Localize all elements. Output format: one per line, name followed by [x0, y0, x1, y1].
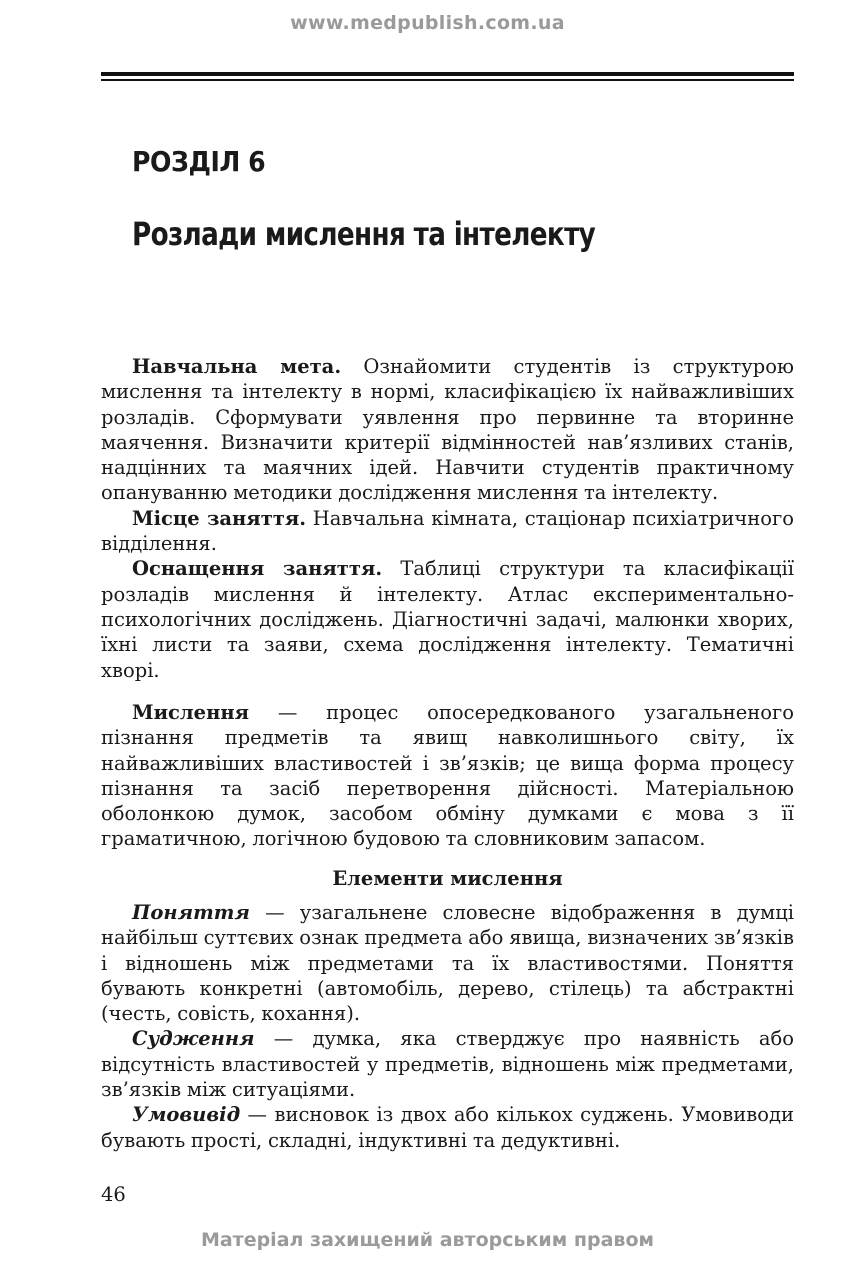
judgment-text: — думка, яка стверджує про наявність або відсутність властивостей у предметів, відношень між предметами, зв’язків між ситуаціями. [101, 1027, 794, 1102]
inference-paragraph [101, 1102, 794, 1153]
place-text: Навчальна кімната, стаціонар психіатричного відділення. [101, 506, 794, 556]
section-heading: Елементи мислення [332, 867, 563, 890]
goal-paragraph [101, 354, 794, 506]
concept-text: — узагальнене словесне відображення в думці найбільш суттєвих ознак предмета або явища, визначених зв’язків і відношень між предметами та їх властивостями. Поняття бувають конкретні (автомобіль, дерево, стілець) та абстрактні (честь, совість, кохання). [101, 901, 794, 1026]
definition-paragraph [101, 700, 794, 852]
judgment-term: Судження [132, 1027, 255, 1051]
chapter-title: Розлади мислення та інтелекту [132, 215, 596, 253]
definition-term: Мислення [132, 701, 250, 724]
site-url: www.medpublish.com.ua [290, 12, 565, 34]
chapter-label: РОЗДІЛ 6 [132, 145, 266, 178]
goal-label: Навчальна мета. [132, 355, 342, 378]
concept-paragraph [101, 900, 794, 1026]
inference-term: Умовивід [132, 1103, 241, 1127]
copyright-notice: Матеріал захищений авторським правом [200, 1229, 655, 1251]
place-label: Місце заняття. [132, 506, 307, 530]
header-rule-thin [101, 79, 794, 81]
concept-term: Поняття [132, 901, 250, 924]
equipment-label: Оснащення заняття. [132, 557, 383, 581]
definition-text: — процес опосередкованого узагальненого пізнання предметів та явищ навколишнього світу, їх найважливіших властивостей і зв’язків; це вища форма процесу пізнання та засіб перетворення дійсності. Матеріальною оболонкою думок, засобом обміну думками є мова з її граматичною, логічною будовою та словниковим запасом. [101, 701, 794, 851]
definition-section [101, 700, 794, 852]
inference-text: — висновок із двох або кількох суджень. Умовиводи бувають прості, складні, індуктивні та дедуктивні. [101, 1103, 794, 1152]
goal-text: Ознайомити студентів із структурою мислення та інтелекту в нормі, класифікацією їх найважливіших розладів. Сформувати уявлення про первинне та вторинне маячення. Визначити критерії відмінностей нав’язливих станів, надцінних та маячних ідей. Навчити студентів практичному опануванню методики дослідження мислення та інтелекту. [101, 355, 794, 505]
equipment-paragraph [101, 556, 794, 682]
elements-section [101, 900, 794, 1153]
intro-section [101, 354, 794, 683]
header-rule-thick [101, 72, 794, 76]
equipment-text: Таблиці структури та класифікації розладів мислення й інтелекту. Атлас експериментально-психологічних досліджень. Діагностичні задачі, малюнки хворих, їхні листи та заяви, схема дослідження інтелекту. Тематичні хворі. [101, 557, 794, 682]
place-paragraph [101, 506, 794, 557]
judgment-paragraph [101, 1026, 794, 1102]
page-number: 46 [101, 1183, 126, 1206]
